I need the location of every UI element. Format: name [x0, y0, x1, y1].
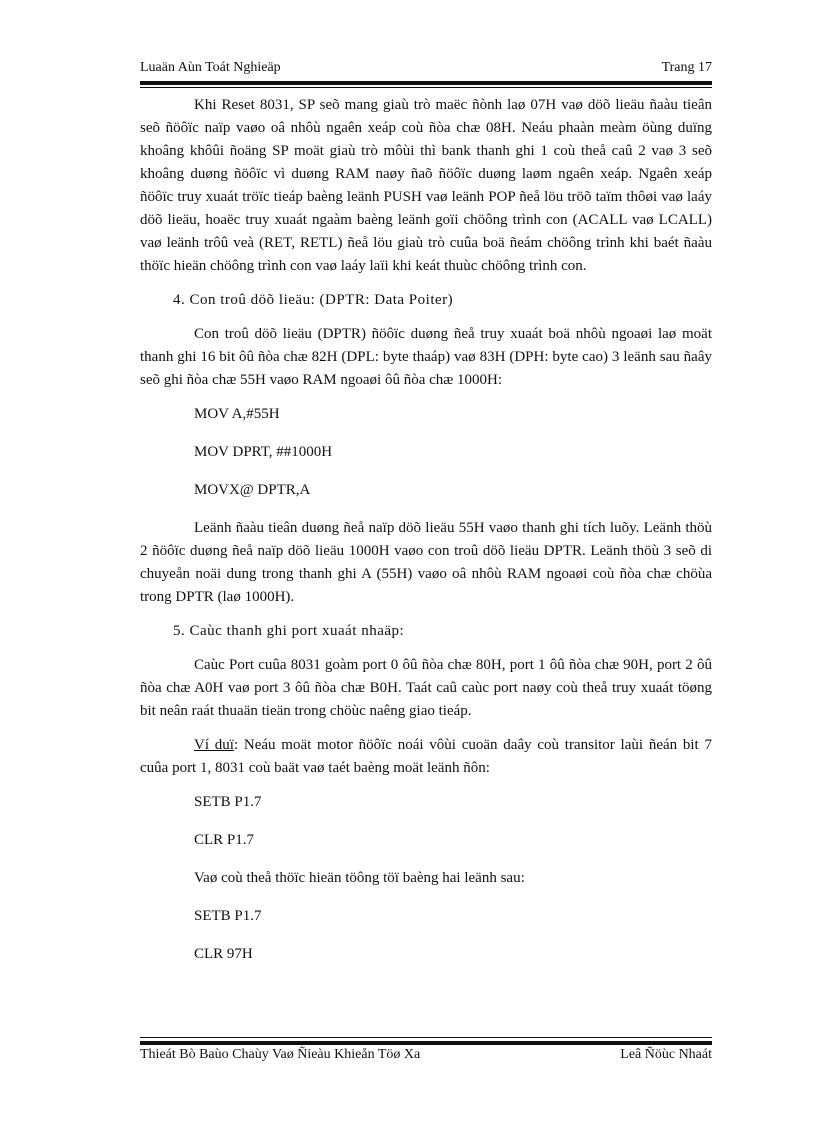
page-header: [140, 60, 712, 80]
header-title: Luaän Aùn Toát Nghieäp: [140, 60, 281, 75]
section-heading-ports: 5. Caùc thanh ghi port xuaát nhaäp:: [173, 623, 405, 639]
paragraph-instruction-explain: Leänh ñaàu tieân duøng ñeå naïp döõ lieäu 55H vaøo thanh ghi tích luõy. Leänh thöù 2 ñöôïc duøng ñeå naïp döõ lieäu 1000H vaøo con troû döõ lieäu DPTR. Leänh thöù 3 seõ di chuyeån noäi dung trong thanh ghi A (55H) vaøo oâ nhôù RAM ngoaøi coù ñòa chæ chöùa trong DPTR (laø 1000H).: [140, 520, 712, 605]
paragraph-ports: Caùc Port cuûa 8031 goàm port 0 ôû ñòa chæ 80H, port 1 ôû ñòa chæ 90H, port 2 ôû ñòa chæ A0H vaø port 3 ôû ñòa chæ B0H. Taát caû caùc port naøy coù theå truy xuaát töøng bit neân raát thuaän tieän trong chöùc naêng giao tieáp.: [140, 657, 712, 719]
section-heading-dptr: 4. Con troû döõ lieäu: (DPTR: Data Poiter): [173, 292, 454, 308]
header-rule-thin: [140, 87, 712, 88]
page-footer: [140, 1047, 712, 1067]
code-line-5: CLR P1.7: [194, 832, 255, 848]
footer-rule-thick: [140, 1041, 712, 1045]
code-line-6: SETB P1.7: [194, 908, 262, 924]
footer-title: Thieát Bò Baùo Chaùy Vaø Ñieàu Khieån Töø Xa: [140, 1047, 421, 1062]
code-line-7: CLR 97H: [194, 946, 253, 962]
paragraph-alternative: Vaø coù theå thöïc hieän töông töï baèng hai leänh sau:: [194, 870, 525, 886]
paragraph-dptr: Con troû döõ lieäu (DPTR) ñöôïc duøng ñeå truy xuaát boä nhôù ngoaøi laø moät thanh ghi 16 bit ôû ñòa chæ 82H (DPL: byte thaáp) vaø 83H (DPH: byte cao) 3 leänh sau ñaây seõ ghi ñòa chæ 55H vaøo RAM ngoaøi ôû ñòa chæ 1000H:: [140, 326, 712, 388]
example-label: Ví duï: [194, 737, 234, 753]
footer-rule-thin: [140, 1037, 712, 1038]
code-line-1: MOV A,#55H: [194, 406, 280, 422]
paragraph-stack-pointer: Khi Reset 8031, SP seõ mang giaù trò maëc ñònh laø 07H vaø döõ lieäu ñaàu tieân seõ ñöôïc naïp vaøo oâ nhôù ngaên xeáp coù ñòa chæ 08H. Neáu phaàn meàm öùng duïng khoâng khôûi ñoäng SP moät giaù trò môùi thì bank thanh ghi 1 coù theå caû 2 vaø 3 seõ khoâng duøng ñöôïc vì duøng RAM naøy ñaõ ñöôïc duøng laøm ngaên xeáp. Ngaên xeáp ñöôïc truy xuaát tröïc tieáp baèng leänh PUSH vaø leänh POP ñeå löu tröõ taïm thôøi vaø laáy döõ lieäu, hoaëc truy xuaát ngaàm baèng leänh goïi chöông trình con (ACALL vaø LCALL) vaø leänh trôû veà (RET, RETL) ñeå löu giaù trò cuûa boä ñeám chöông trình khi baét ñaàu thöïc hieän chöông trình con vaø laáy laïi khi keát thuùc chöông trình con.: [140, 97, 712, 274]
code-line-2: MOV DPRT, ##1000H: [194, 444, 333, 460]
example-text: : Neáu moät motor ñöôïc noái vôùi cuoän daây coù transitor laùi ñeán bit 7 cuûa port 1, 8031 coù baät vaø taét baèng moät leänh ñôn:: [140, 737, 712, 776]
page-number: Trang 17: [661, 60, 712, 75]
footer-author: Leâ Ñöùc Nhaát: [620, 1047, 712, 1062]
page-body: [140, 94, 712, 981]
code-line-4: SETB P1.7: [194, 794, 262, 810]
paragraph-example: [140, 734, 712, 780]
header-rule-thick: [140, 81, 712, 85]
code-line-3: MOVX@ DPTR,A: [194, 482, 311, 498]
